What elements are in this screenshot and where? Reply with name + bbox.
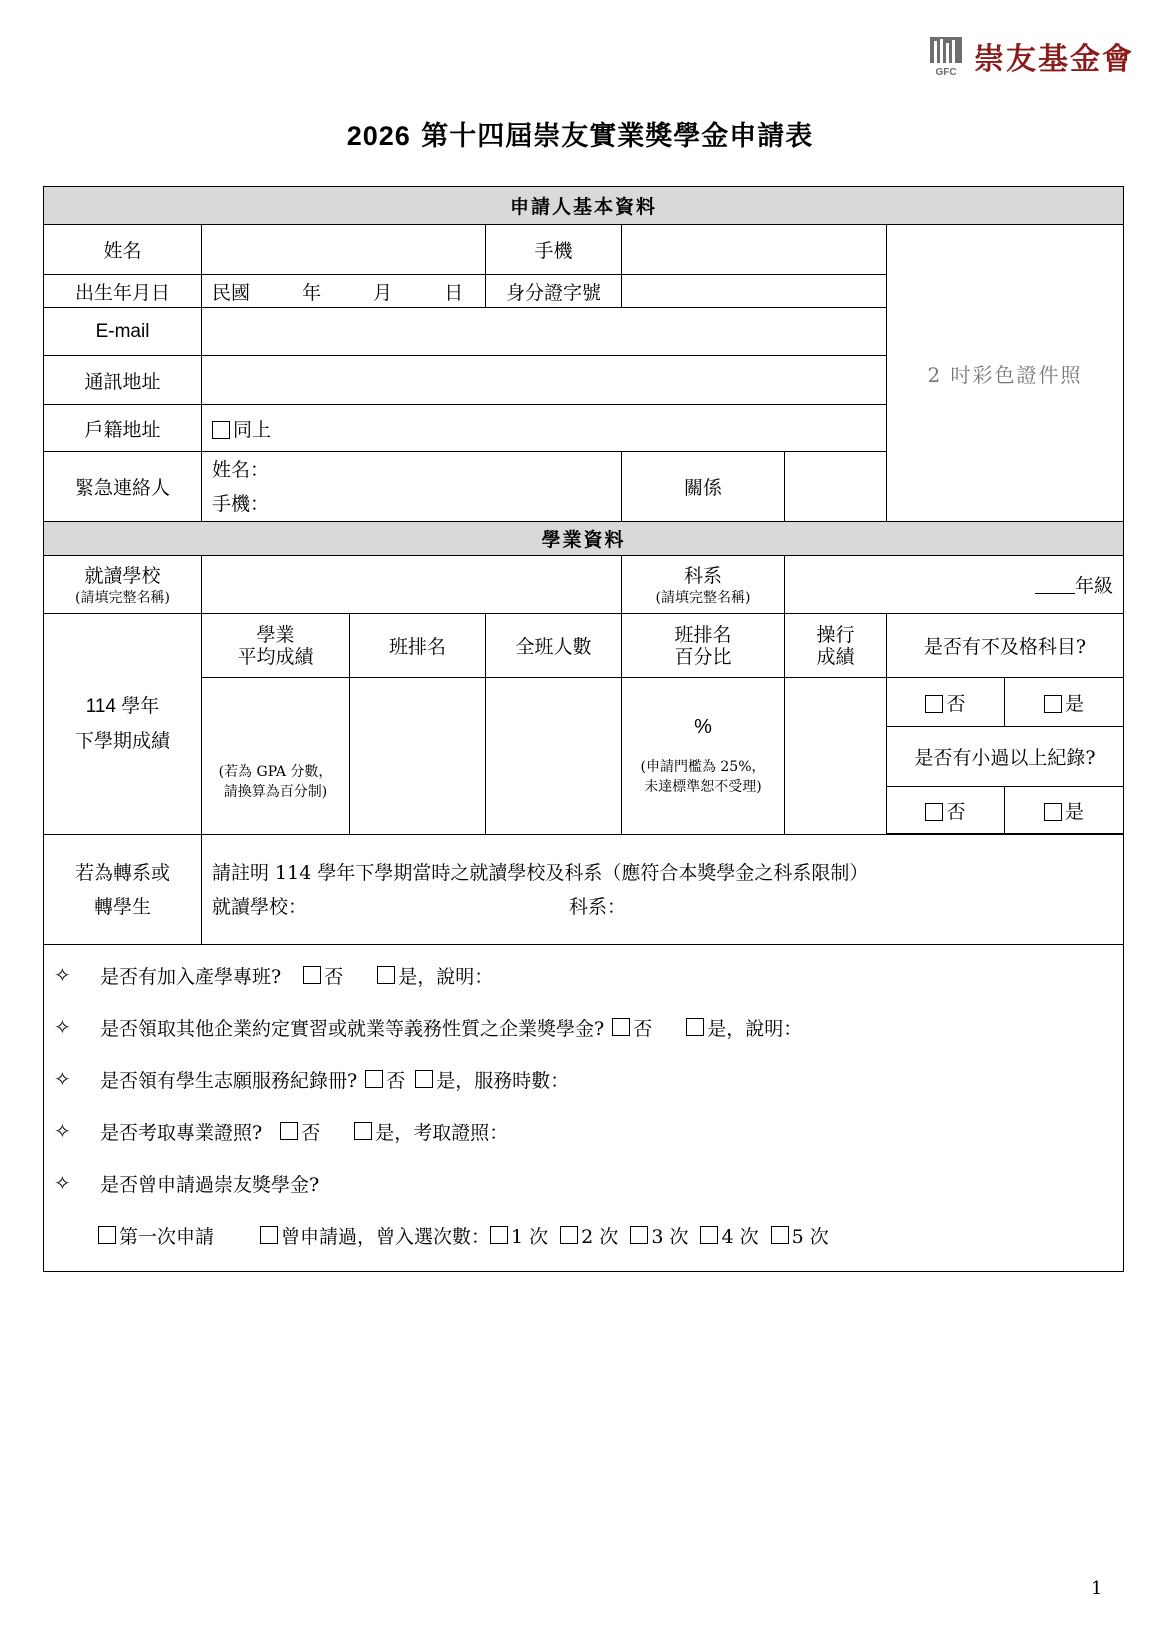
transfer-label-line1: 若為轉系或 (74, 861, 170, 884)
demerit-question: 是否有小過以上紀錄? (887, 727, 1124, 787)
applied-before-checkbox[interactable] (260, 1226, 278, 1244)
transfer-dept-label: 科系： (569, 895, 627, 918)
diamond-bullet-icon: ✧ (54, 1119, 71, 1143)
rank-pct-field[interactable] (622, 678, 785, 835)
demerit-yes-option[interactable] (1005, 787, 1124, 834)
average-field[interactable] (202, 678, 350, 835)
scholarship-yes-label: 是，說明： (707, 1017, 803, 1040)
count-2-label: 2 次 (581, 1225, 619, 1248)
title-year: 2026 (346, 121, 411, 151)
emergency-mobile-label: 手機： (212, 492, 270, 515)
diamond-bullet-icon: ✧ (54, 1015, 71, 1039)
count-4-label: 4 次 (721, 1225, 759, 1248)
scholarship-no-checkbox[interactable] (612, 1018, 630, 1036)
industry-yes-checkbox[interactable] (377, 966, 395, 984)
dept-hint: (請填完整名稱) (655, 590, 751, 606)
col-average (202, 614, 350, 678)
address-label: 通訊地址 (44, 356, 202, 405)
grade-suffix: 年級 (1075, 575, 1114, 597)
count-1-checkbox[interactable] (490, 1226, 508, 1244)
volunteer-yes-label: 是，服務時數： (436, 1069, 570, 1092)
mobile-field[interactable] (622, 225, 887, 275)
conduct-field[interactable] (785, 678, 887, 835)
count-3-checkbox[interactable] (630, 1226, 648, 1244)
dob-day: 日 (444, 281, 464, 304)
count-1-label: 1 次 (511, 1225, 549, 1248)
question-text: 是否曾申請過崇友獎學金? (100, 1173, 320, 1196)
col-average-line1: 學業 (256, 623, 295, 646)
foundation-name: 崇友基金會 (974, 42, 1134, 77)
dob-year: 年 (302, 281, 322, 304)
title-text: 第十四屆崇友實業獎學金申請表 (410, 121, 814, 152)
dept-label: 科系 (683, 565, 722, 587)
relation-label: 關係 (622, 452, 785, 522)
demerit-yes-label: 是 (1065, 800, 1085, 823)
fail-yes-label: 是 (1065, 692, 1085, 715)
transfer-school-label: 就讀學校： (212, 895, 308, 918)
col-average-line2: 平均成績 (237, 645, 314, 668)
question-previous-application (52, 1157, 1115, 1209)
school-hint: (請填完整名稱) (75, 590, 170, 606)
question-certificate (52, 1105, 1115, 1157)
svg-text:GFC: GFC (935, 67, 957, 77)
question-volunteer (52, 1053, 1115, 1105)
fail-yes-checkbox[interactable] (1044, 695, 1062, 713)
pct-sign: % (694, 715, 712, 738)
certificate-no-label: 否 (301, 1121, 321, 1144)
term-label-year: 114 學年 (85, 696, 160, 717)
dob-label: 出生年月日 (44, 275, 202, 308)
application-form (43, 186, 1124, 1272)
transfer-field[interactable] (202, 835, 1124, 945)
term-label (44, 614, 202, 835)
volunteer-no-label: 否 (386, 1069, 406, 1092)
photo-box[interactable] (887, 225, 1124, 522)
emergency-label: 緊急連絡人 (44, 452, 202, 522)
industry-no-label: 否 (324, 965, 344, 988)
transfer-label (44, 835, 202, 945)
pct-note-line2: 未達標準恕不受理) (644, 778, 762, 795)
industry-yes-label: 是，說明： (398, 965, 494, 988)
dob-month: 月 (373, 281, 393, 304)
volunteer-no-checkbox[interactable] (365, 1070, 383, 1088)
fail-yes-option[interactable] (1005, 678, 1124, 727)
question-text: 是否領取其他企業約定實習或就業等義務性質之企業獎學金? (100, 1017, 605, 1040)
gfc-logo-icon (928, 35, 964, 77)
transfer-note: 請註明 114 學年下學期當時之就讀學校及科系（應符合本獎學金之科系限制） (212, 861, 869, 884)
dept-label-cell (622, 556, 785, 614)
grade-field[interactable] (785, 556, 1124, 614)
col-conduct-line1: 操行 (816, 623, 855, 646)
count-5-checkbox[interactable] (771, 1226, 789, 1244)
photo-label: 2 吋彩色證件照 (927, 362, 1083, 387)
col-rank-pct-line1: 班排名 (674, 623, 732, 646)
same-as-above-label: 同上 (233, 418, 272, 441)
col-rank: 班排名 (350, 614, 486, 678)
academic-header: 學業資料 (44, 522, 1124, 556)
col-class-size: 全班人數 (486, 614, 622, 678)
certificate-no-checkbox[interactable] (280, 1122, 298, 1140)
industry-no-checkbox[interactable] (303, 966, 321, 984)
questions-section (44, 945, 1124, 1272)
scholarship-yes-checkbox[interactable] (686, 1018, 704, 1036)
transfer-label-line2: 轉學生 (93, 895, 151, 918)
rank-field[interactable] (350, 678, 486, 835)
applied-before-label: 曾申請過，曾入選次數： (281, 1225, 491, 1248)
mobile-label: 手機 (486, 225, 622, 275)
name-label: 姓名 (44, 225, 202, 275)
fail-no-checkbox[interactable] (925, 695, 943, 713)
email-label: E-mail (44, 308, 202, 356)
page-title (0, 114, 1160, 153)
question-text: 是否有加入產學專班? (100, 965, 282, 988)
grade-blank[interactable] (1035, 575, 1075, 594)
col-conduct-line2: 成績 (816, 645, 855, 668)
col-conduct (785, 614, 887, 678)
scholarship-no-label: 否 (633, 1017, 653, 1040)
class-size-field[interactable] (486, 678, 622, 835)
count-4-checkbox[interactable] (700, 1226, 718, 1244)
email-field[interactable] (202, 308, 887, 356)
name-field[interactable] (202, 225, 486, 275)
demerit-no-label: 否 (946, 800, 966, 823)
demerit-no-option[interactable] (887, 787, 1005, 834)
diamond-bullet-icon: ✧ (54, 1067, 71, 1091)
gpa-note-line1: (若為 GPA 分數， (218, 764, 333, 780)
first-time-label: 第一次申請 (119, 1225, 215, 1248)
fail-no-label: 否 (946, 692, 966, 715)
household-label: 戶籍地址 (44, 405, 202, 452)
fail-no-option[interactable] (887, 678, 1005, 727)
col-rank-pct-line2: 百分比 (674, 645, 732, 668)
relation-field[interactable] (785, 452, 887, 522)
count-2-checkbox[interactable] (560, 1226, 578, 1244)
question-industry-class (52, 949, 1115, 1001)
school-label: 就讀學校 (84, 565, 161, 587)
certificate-yes-label: 是，考取證照： (375, 1121, 509, 1144)
gpa-note-line2: 請換算為百分制) (223, 784, 328, 800)
page-number: 1 (1091, 1578, 1103, 1599)
demerit-no-checkbox[interactable] (925, 803, 943, 821)
question-text: 是否領有學生志願服務紀錄冊? (100, 1069, 358, 1092)
school-field[interactable] (202, 556, 622, 614)
emergency-field[interactable] (202, 452, 622, 522)
pct-note-line1: (申請門檻為 25%， (640, 758, 766, 775)
dob-field[interactable] (202, 275, 486, 308)
count-5-label: 5 次 (791, 1225, 829, 1248)
basic-info-header: 申請人基本資料 (44, 187, 1124, 225)
col-rank-pct (622, 614, 785, 678)
question-text: 是否考取專業證照? (100, 1121, 263, 1144)
foundation-logo (928, 34, 1134, 78)
same-as-above-checkbox[interactable] (212, 421, 230, 439)
demerit-yes-checkbox[interactable] (1044, 803, 1062, 821)
first-time-checkbox[interactable] (98, 1226, 116, 1244)
diamond-bullet-icon: ✧ (54, 963, 71, 987)
id-field[interactable] (622, 275, 887, 308)
id-label: 身分證字號 (486, 275, 622, 308)
term-label-semester: 下學期成績 (74, 730, 170, 752)
volunteer-yes-checkbox[interactable] (415, 1070, 433, 1088)
count-3-label: 3 次 (651, 1225, 689, 1248)
address-field[interactable] (202, 356, 887, 405)
application-history (52, 1209, 1115, 1261)
diamond-bullet-icon: ✧ (54, 1171, 71, 1195)
emergency-name-label: 姓名： (212, 458, 270, 481)
fail-question: 是否有不及格科目? (887, 614, 1124, 678)
question-other-scholarship (52, 1001, 1115, 1053)
certificate-yes-checkbox[interactable] (354, 1122, 372, 1140)
dob-roc: 民國 (212, 281, 251, 304)
household-field[interactable] (202, 405, 887, 452)
school-label-cell (44, 556, 202, 614)
